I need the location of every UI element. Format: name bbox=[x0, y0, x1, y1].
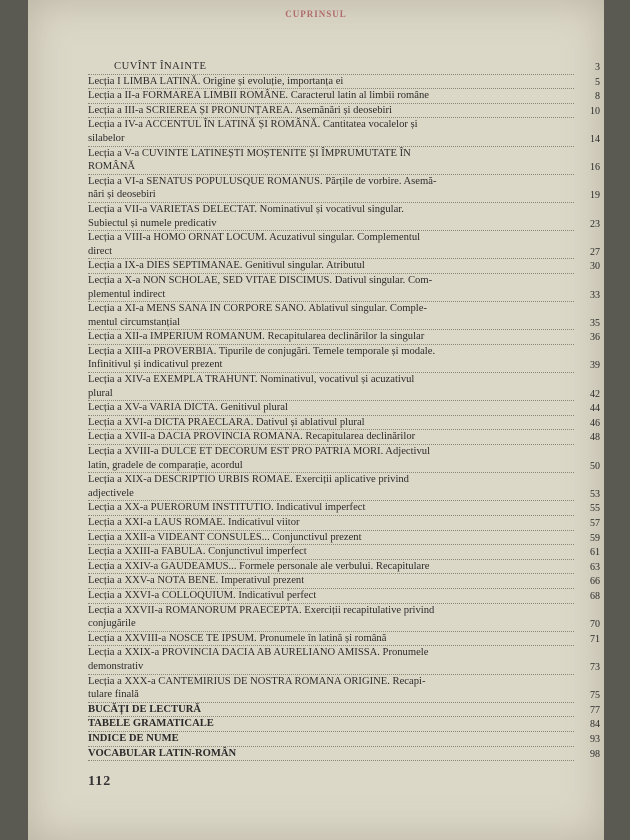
toc-entry bbox=[88, 373, 600, 401]
toc-entry-page: 3 bbox=[595, 62, 600, 73]
toc-entry-page: 5 bbox=[595, 76, 600, 88]
toc-entry bbox=[88, 274, 600, 302]
toc-entry-line: mentul circumstanțial bbox=[88, 316, 181, 328]
toc-entry-page: 61 bbox=[590, 547, 600, 559]
toc-entry-line: Subiectul și numele predicativ bbox=[88, 217, 217, 229]
toc-entry bbox=[88, 231, 600, 259]
toc-entry-text bbox=[88, 646, 574, 674]
toc-entry-page: 84 bbox=[590, 719, 600, 731]
toc-entry-page: 42 bbox=[590, 388, 600, 400]
toc-entry bbox=[88, 545, 600, 560]
toc-entry-page: 57 bbox=[590, 518, 600, 529]
toc-entry-page: 19 bbox=[590, 190, 600, 202]
toc-entry-text bbox=[88, 274, 574, 302]
toc-entry bbox=[88, 747, 600, 762]
toc-entry bbox=[88, 732, 600, 747]
toc-entry-page: 70 bbox=[590, 619, 600, 631]
toc-entry bbox=[88, 430, 600, 445]
toc-entry-line: Lecția a XI-a MENS SANA IN CORPORE SANO. Ablativul singular. Comple- bbox=[88, 303, 427, 315]
toc-entry-line: silabelor bbox=[88, 132, 125, 144]
toc-entry-text bbox=[88, 104, 574, 119]
toc-entry bbox=[88, 604, 600, 632]
toc-entry-page: 50 bbox=[590, 460, 600, 472]
toc-entry bbox=[88, 632, 600, 647]
toc-entry bbox=[88, 259, 600, 274]
toc-entry-text bbox=[88, 60, 574, 75]
toc-entry-line: Lecția a XVI-a DICTA PRAECLARA. Dativul și ablativul plural bbox=[88, 416, 365, 428]
toc-entry-text bbox=[88, 416, 574, 431]
toc-entry-text bbox=[88, 373, 574, 401]
toc-entry-page: 33 bbox=[590, 289, 600, 301]
toc-entry-line: Lecția a VI-a SENATUS POPULUSQUE ROMANUS. Părțile de vorbire. Asemă- bbox=[88, 175, 437, 187]
toc-entry-text bbox=[88, 89, 574, 104]
toc-entry-line: Lecția I LIMBA LATINĂ. Origine și evoluție, importanța ei bbox=[88, 75, 344, 87]
toc-entry-text bbox=[88, 473, 574, 501]
toc-entry-line: nări și deosebiri bbox=[88, 189, 156, 201]
toc-entry-text bbox=[88, 545, 574, 560]
toc-entry-line: plural bbox=[88, 387, 113, 399]
toc-entry bbox=[88, 473, 600, 501]
toc-entry-text bbox=[88, 175, 574, 203]
toc-entry-line: BUCĂȚI DE LECTURĂ bbox=[88, 703, 202, 715]
toc-entry bbox=[88, 345, 600, 373]
toc-entry-text bbox=[88, 604, 574, 632]
toc-entry-line: Lecția a XVIII-a DULCE ET DECORUM EST PRO PATRIA MORI. Adjectivul bbox=[88, 446, 431, 458]
toc-entry bbox=[88, 147, 600, 175]
toc-entry-text bbox=[88, 589, 574, 604]
toc-entry-page: 75 bbox=[590, 690, 600, 702]
toc-entry-page: 35 bbox=[590, 317, 600, 329]
toc-entry-line: Lecția a XXII-a VIDEANT CONSULES... Conjunctivul prezent bbox=[88, 531, 362, 543]
toc-entry bbox=[88, 560, 600, 575]
toc-entry-text bbox=[88, 574, 574, 589]
table-of-contents bbox=[88, 60, 600, 761]
toc-entry-text bbox=[88, 732, 574, 747]
toc-entry-text bbox=[88, 445, 574, 473]
toc-entry bbox=[88, 574, 600, 589]
toc-entry-page: 68 bbox=[590, 590, 600, 602]
toc-entry-page: 63 bbox=[590, 561, 600, 573]
toc-entry-line: Lecția a IX-a DIES SEPTIMANAE. Genitivul singular. Atributul bbox=[88, 260, 365, 272]
toc-entry-text bbox=[88, 747, 574, 762]
toc-entry-line: CUVÎNT ÎNAINTE bbox=[114, 61, 207, 72]
toc-entry-page: 16 bbox=[590, 162, 600, 174]
toc-entry-line: Lecția a XXX-a CANTEMIRIUS DE NOSTRA ROMANA ORIGINE. Recapi- bbox=[88, 675, 426, 687]
toc-entry-text bbox=[88, 302, 574, 330]
toc-entry-page: 77 bbox=[590, 704, 600, 716]
running-head: CUPRINSUL bbox=[285, 9, 347, 19]
toc-entry-page: 44 bbox=[590, 403, 600, 415]
toc-entry-page: 39 bbox=[590, 360, 600, 372]
toc-entry bbox=[88, 75, 600, 90]
toc-entry-line: Lecția a XX-a PUERORUM INSTITUTIO. Indicativul imperfect bbox=[88, 502, 366, 514]
toc-entry-page: 48 bbox=[590, 432, 600, 444]
toc-entry-text bbox=[88, 231, 574, 259]
toc-entry-line: Lecția a VIII-a HOMO ORNAT LOCUM. Acuzativul singular. Complementul bbox=[88, 232, 421, 244]
toc-entry bbox=[88, 589, 600, 604]
toc-entry-page: 71 bbox=[590, 633, 600, 645]
book-page bbox=[28, 0, 604, 840]
toc-entry-line: Lecția a X-a NON SCHOLAE, SED VITAE DISCIMUS. Dativul singular. Com- bbox=[88, 274, 433, 286]
toc-entry-text bbox=[88, 516, 574, 531]
toc-entry-text bbox=[88, 717, 574, 732]
toc-entry-line: Lecția a XIII-a PROVERBIA. Tipurile de conjugări. Temele temporale și modale. bbox=[88, 345, 436, 357]
toc-entry-line: conjugările bbox=[88, 618, 136, 630]
toc-entry-line: Lecția a XXIX-a PROVINCIA DACIA AB AURELIANO AMISSA. Pronumele bbox=[88, 647, 429, 659]
toc-entry-page: 14 bbox=[590, 133, 600, 145]
toc-entry-page: 10 bbox=[590, 105, 600, 117]
toc-entry-page: 27 bbox=[590, 246, 600, 258]
toc-entry bbox=[88, 330, 600, 345]
toc-entry-text bbox=[88, 203, 574, 231]
toc-entry bbox=[88, 104, 600, 119]
toc-entry-line: Lecția a XXIII-a FABULA. Conjunctivul imperfect bbox=[88, 546, 307, 558]
toc-entry-text bbox=[88, 401, 574, 416]
toc-entry bbox=[88, 675, 600, 703]
toc-entry-page: 98 bbox=[590, 748, 600, 760]
toc-entry-page: 46 bbox=[590, 417, 600, 429]
toc-entry bbox=[88, 445, 600, 473]
toc-entry bbox=[88, 416, 600, 431]
toc-entry-line: Lecția a VII-a VARIETAS DELECTAT. Nominativul și vocativul singular. bbox=[88, 203, 404, 215]
toc-entry-line: Lecția a II-a FORMAREA LIMBII ROMÂNE. Caracterul latin al limbii române bbox=[88, 90, 429, 102]
toc-entry bbox=[88, 89, 600, 104]
toc-entry-line: Lecția a V-a CUVINTE LATINEȘTI MOȘTENITE ȘI ÎMPRUMUTATE ÎN bbox=[88, 147, 411, 159]
toc-entry-line: ROMÂNĂ bbox=[88, 161, 136, 173]
toc-entry-line: plementul indirect bbox=[88, 288, 166, 300]
toc-entry-line: Lecția a XV-a VARIA DICTA. Genitivul plural bbox=[88, 402, 288, 414]
toc-entry-text bbox=[88, 259, 574, 274]
toc-entry-page: 66 bbox=[590, 576, 600, 588]
toc-entry bbox=[88, 203, 600, 231]
toc-entry-text bbox=[88, 75, 574, 90]
toc-entry-text bbox=[88, 703, 574, 718]
toc-entry-text bbox=[88, 330, 574, 345]
toc-entry-line: Lecția a XXVI-a COLLOQUIUM. Indicativul perfect bbox=[88, 589, 317, 601]
toc-entry-line: Lecția a XIX-a DESCRIPTIO URBIS ROMAE. Exerciții aplicative privind bbox=[88, 474, 409, 486]
toc-entry-line: latin, gradele de comparație, acordul bbox=[88, 459, 243, 471]
toc-entry-line: Lecția a XVII-a DACIA PROVINCIA ROMANA. Recapitularea declinărilor bbox=[88, 431, 416, 443]
toc-entry-line: Lecția a XII-a IMPERIUM ROMANUM. Recapitularea declinărilor la singular bbox=[88, 331, 425, 343]
toc-entry-line: Lecția a III-a SCRIEREA ȘI PRONUNȚAREA. Asemănări și deosebiri bbox=[88, 104, 392, 116]
toc-entry-text bbox=[88, 531, 574, 546]
toc-entry-line: Lecția a XXVIII-a NOSCE TE IPSUM. Pronumele în latină și română bbox=[88, 632, 387, 644]
toc-entry-line: Lecția a XXV-a NOTA BENE. Imperativul prezent bbox=[88, 575, 305, 587]
toc-entry-line: Lecția a XXIV-a GAUDEAMUS... Formele personale ale verbului. Recapitulare bbox=[88, 560, 430, 572]
toc-entry-page: 55 bbox=[590, 503, 600, 515]
toc-entry-text bbox=[88, 147, 574, 175]
page-number: 112 bbox=[88, 774, 112, 789]
toc-entry-line: TABELE GRAMATICALE bbox=[88, 718, 214, 730]
toc-entry-text bbox=[88, 118, 574, 146]
toc-entry-line: Lecția a XXVII-a ROMANORUM PRAECEPTA. Exerciții recapitulative privind bbox=[88, 604, 435, 616]
toc-entry-page: 59 bbox=[590, 532, 600, 544]
toc-entry-text bbox=[88, 501, 574, 516]
toc-entry bbox=[88, 175, 600, 203]
toc-entry-line: Lecția a IV-a ACCENTUL ÎN LATINĂ ȘI ROMÂNĂ. Cantitatea vocalelor și bbox=[88, 119, 418, 131]
toc-entry-page: 23 bbox=[590, 218, 600, 230]
toc-entry bbox=[88, 302, 600, 330]
toc-entry-text bbox=[88, 632, 574, 647]
toc-entry-line: adjectivele bbox=[88, 487, 134, 499]
toc-entry bbox=[88, 401, 600, 416]
toc-entry bbox=[88, 501, 600, 516]
toc-entry-page: 30 bbox=[590, 261, 600, 273]
toc-entry-line: Lecția a XIV-a EXEMPLA TRAHUNT. Nominativul, vocativul și acuzativul bbox=[88, 374, 415, 386]
toc-entry-page: 36 bbox=[590, 332, 600, 344]
toc-entry bbox=[88, 118, 600, 146]
toc-entry bbox=[88, 717, 600, 732]
toc-entry bbox=[88, 531, 600, 546]
toc-entry-line: Infinitivul și indicativul prezent bbox=[88, 359, 223, 371]
toc-entry-line: Lecția a XXI-a LAUS ROMAE. Indicativul viitor bbox=[88, 517, 300, 528]
toc-entry-line: VOCABULAR LATIN-ROMÂN bbox=[88, 747, 237, 759]
toc-entry-line: demonstrativ bbox=[88, 660, 144, 672]
toc-entry-text bbox=[88, 345, 574, 373]
toc-entry bbox=[88, 516, 600, 531]
toc-entry-page: 8 bbox=[595, 91, 600, 103]
toc-entry-line: direct bbox=[88, 245, 113, 257]
toc-entry bbox=[88, 703, 600, 718]
toc-entry bbox=[88, 60, 600, 75]
toc-entry-page: 93 bbox=[590, 733, 600, 745]
toc-entry bbox=[88, 646, 600, 674]
toc-entry-line: tulare finală bbox=[88, 689, 139, 701]
toc-entry-text bbox=[88, 560, 574, 575]
toc-entry-text bbox=[88, 430, 574, 445]
toc-entry-line: INDICE DE NUME bbox=[88, 732, 179, 744]
toc-entry-page: 53 bbox=[590, 488, 600, 500]
toc-entry-page: 73 bbox=[590, 661, 600, 673]
toc-entry-text bbox=[88, 675, 574, 703]
